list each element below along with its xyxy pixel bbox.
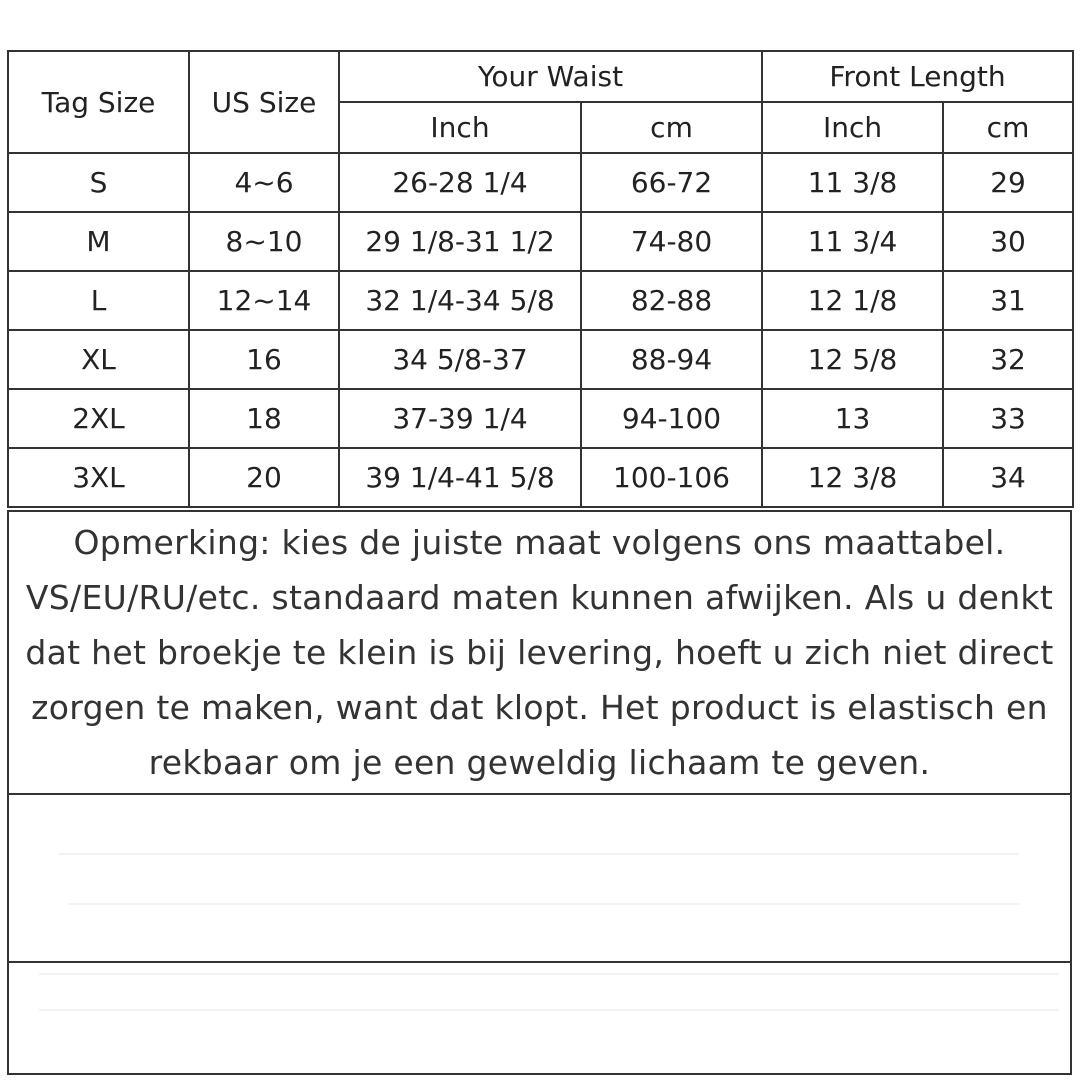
cell-length-cm: 30 — [943, 212, 1073, 271]
note-line: rekbaar om je een geweldig lichaam te geven. — [148, 743, 931, 782]
header-waist-inch: Inch — [339, 102, 581, 153]
cell-waist-inch: 26-28 1/4 — [339, 153, 581, 212]
table-row — [8, 330, 1073, 389]
faint-divider — [39, 1009, 1059, 1011]
cell-length-cm: 34 — [943, 448, 1073, 507]
size-note-box — [7, 510, 1072, 795]
note-line: zorgen te maken, want dat klopt. Het product is elastisch en — [31, 688, 1048, 727]
cell-waist-inch: 29 1/8-31 1/2 — [339, 212, 581, 271]
cell-waist-cm: 88-94 — [581, 330, 762, 389]
table-row — [8, 212, 1073, 271]
note-line: dat het broekje te klein is bij levering, hoeft u zich niet direct — [25, 633, 1054, 672]
cell-us-size: 8~10 — [189, 212, 339, 271]
cell-waist-cm: 94-100 — [581, 389, 762, 448]
table-row — [8, 389, 1073, 448]
cell-tag-size: L — [8, 271, 189, 330]
header-waist-cm: cm — [581, 102, 762, 153]
cell-length-cm: 29 — [943, 153, 1073, 212]
cell-length-inch: 11 3/4 — [762, 212, 943, 271]
cell-waist-cm: 66-72 — [581, 153, 762, 212]
cell-tag-size: 3XL — [8, 448, 189, 507]
cell-length-cm: 31 — [943, 271, 1073, 330]
note-line: VS/EU/RU/etc. standaard maten kunnen afwijken. Als u denkt — [25, 578, 1054, 617]
cell-length-cm: 33 — [943, 389, 1073, 448]
table-row — [8, 448, 1073, 507]
cell-length-cm: 32 — [943, 330, 1073, 389]
header-tag-size: Tag Size — [8, 51, 189, 153]
cell-tag-size: 2XL — [8, 389, 189, 448]
table-row — [8, 153, 1073, 212]
cell-waist-cm: 100-106 — [581, 448, 762, 507]
empty-panel-lower — [7, 963, 1072, 1075]
cell-us-size: 16 — [189, 330, 339, 389]
cell-us-size: 18 — [189, 389, 339, 448]
size-chart-table — [7, 50, 1074, 508]
cell-length-inch: 11 3/8 — [762, 153, 943, 212]
header-your-waist: Your Waist — [339, 51, 762, 102]
faint-divider — [39, 973, 1059, 975]
cell-waist-inch: 34 5/8-37 — [339, 330, 581, 389]
cell-waist-cm: 74-80 — [581, 212, 762, 271]
cell-us-size: 20 — [189, 448, 339, 507]
cell-tag-size: M — [8, 212, 189, 271]
cell-waist-inch: 37-39 1/4 — [339, 389, 581, 448]
cell-waist-cm: 82-88 — [581, 271, 762, 330]
table-row — [8, 271, 1073, 330]
header-us-size: US Size — [189, 51, 339, 153]
header-length-inch: Inch — [762, 102, 943, 153]
cell-length-inch: 12 1/8 — [762, 271, 943, 330]
size-note-text — [25, 515, 1053, 790]
cell-length-inch: 13 — [762, 389, 943, 448]
note-line: Opmerking: kies de juiste maat volgens ons maattabel. — [73, 523, 1006, 562]
cell-length-inch: 12 5/8 — [762, 330, 943, 389]
cell-tag-size: S — [8, 153, 189, 212]
cell-us-size: 4~6 — [189, 153, 339, 212]
cell-length-inch: 12 3/8 — [762, 448, 943, 507]
header-front-length: Front Length — [762, 51, 1073, 102]
cell-waist-inch: 39 1/4-41 5/8 — [339, 448, 581, 507]
cell-us-size: 12~14 — [189, 271, 339, 330]
cell-waist-inch: 32 1/4-34 5/8 — [339, 271, 581, 330]
empty-panel-upper — [7, 795, 1072, 963]
header-row-top — [8, 51, 1073, 102]
faint-divider — [69, 903, 1019, 905]
header-length-cm: cm — [943, 102, 1073, 153]
cell-tag-size: XL — [8, 330, 189, 389]
faint-divider — [59, 853, 1019, 855]
